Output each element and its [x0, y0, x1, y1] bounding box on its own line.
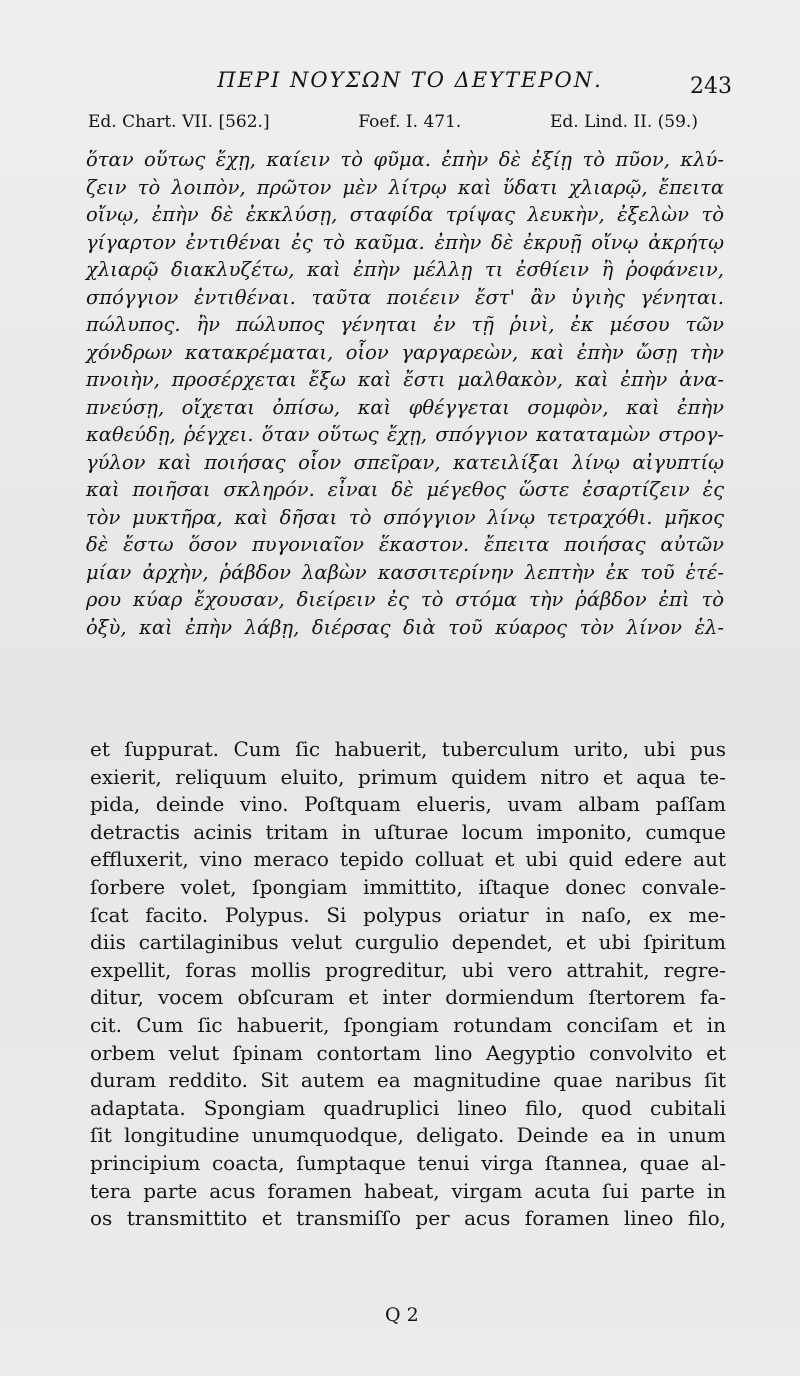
edition-foes: Foef. I. 471.: [358, 112, 462, 132]
greek-line: γίγαρτον ἐντιθέναι ἐς τὸ καῦμα. ἐπὴν δὲ ἐκρυῇ οἴνῳ ἀκρήτῳ: [86, 230, 724, 254]
signature-mark: Q 2: [385, 1304, 419, 1326]
latin-line: ſorbere volet, ſpongiam immittito, iſtaque donec convale-: [90, 874, 726, 899]
edition-lind: Ed. Lind. II. (59.): [549, 112, 698, 132]
greek-line: πνοιὴν, προσέρχεται ἔξω καὶ ἔστι μαλθακὸν, καὶ ἐπὴν ἀνα-: [86, 368, 724, 391]
latin-line: expellit, foras mollis progreditur, ubi vero attrahit, regre-: [90, 957, 726, 982]
latin-line: duram reddito. Sit autem ea magnitudine quae naribus ſit: [90, 1068, 726, 1093]
greek-line: σπόγγιον ἐντιθέναι. ταῦτα ποιέειν ἔστ' ἂν ὑγιὴς γένηται.: [86, 285, 724, 309]
latin-line: cit. Cum ſic habuerit, ſpongiam rotundam conciſam et in: [90, 1012, 726, 1037]
latin-line: detractis acinis tritam in uſturae locum imponito, cumque: [90, 819, 726, 844]
greek-line: καθεύδῃ, ῥέγχει. ὅταν οὕτως ἔχῃ, σπόγγιον καταταμὼν στρογ-: [86, 423, 724, 446]
latin-line: effluxerit, vino meraco tepido colluat et ubi quid edere aut: [90, 847, 726, 872]
greek-line: χόνδρων κατακρέμαται, οἷον γαργαρεὼν, καὶ ἐπὴν ὤσῃ τὴν: [86, 340, 724, 364]
greek-line: δὲ ἔστω ὅσον πυγονιαῖον ἕκαστον. ἔπειτα ποιήσας αὐτῶν: [86, 533, 724, 556]
greek-line: πνεύσῃ, οἴχεται ὀπίσω, καὶ φθέγγεται σομφὸν, καὶ ἐπὴν: [86, 395, 724, 419]
greek-line: πώλυπος. ἢν πώλυπος γένηται ἐν τῇ ῥινὶ, ἐκ μέσου τῶν: [86, 313, 724, 336]
edition-references: [88, 112, 698, 132]
greek-line: μίαν ἀρχὴν, ῥάβδον λαβὼν κασσιτερίνην λεπτὴν ἐκ τοῦ ἑτέ-: [86, 560, 724, 584]
page-number: 243: [690, 74, 732, 99]
greek-line: οἴνῳ, ἐπὴν δὲ ἐκκλύσῃ, σταφίδα τρίψας λευκὴν, ἐξελὼν τὸ: [86, 203, 724, 226]
running-title: ΠΕΡΙ ΝΟΥΣΩΝ ΤΟ ΔΕΥΤΕΡΟΝ.: [217, 68, 603, 92]
latin-line: pida, deinde vino. Poſtquam elueris, uvam albam paſſam: [90, 792, 726, 817]
edition-chart: Ed. Chart. VII. [562.]: [88, 112, 270, 132]
greek-line: καὶ ποιῆσαι σκληρόν. εἶναι δὲ μέγεθος ὥστε ἐσαρτίζειν ἐς: [86, 478, 724, 501]
latin-line: tera parte acus foramen habeat, virgam acuta ſui parte in: [90, 1178, 726, 1203]
greek-line: χλιαρῷ διακλυζέτω, καὶ ἐπὴν μέλλῃ τι ἐσθίειν ἢ ῥοφάνειν,: [86, 258, 724, 281]
greek-line: ρου κύαρ ἔχουσαν, διείρειν ἐς τὸ στόμα τὴν ῥάβδον ἐπὶ τὸ: [86, 588, 724, 611]
latin-line: ſcat facito. Polypus. Si polypus oriatur in naſo, ex me-: [90, 902, 726, 927]
latin-line: orbem velut ſpinam contortam lino Aegyptio convolvito et: [90, 1040, 726, 1065]
greek-line: ζειν τὸ λοιπὸν, πρῶτον μὲν λίτρῳ καὶ ὕδατι χλιαρῷ, ἔπειτα: [86, 175, 724, 199]
latin-line: exierit, reliquum eluito, primum quidem nitro et aqua te-: [90, 764, 726, 789]
greek-line: ὅταν οὕτως ἔχῃ, καίειν τὸ φῦμα. ἐπὴν δὲ ἐξίῃ τὸ πῦον, κλύ-: [86, 148, 724, 171]
greek-line: τὸν μυκτῆρα, καὶ δῆσαι τὸ σπόγγιον λίνῳ τετραχόθι. μῆκος: [86, 505, 724, 529]
latin-line: diis cartilaginibus velut curgulio dependet, et ubi ſpiritum: [90, 930, 726, 955]
latin-text-block: [90, 736, 726, 1233]
latin-line: ſit longitudine unumquodque, deligato. Deinde ea in unum: [90, 1123, 726, 1148]
greek-line: γύλον καὶ ποιήσας οἷον σπεῖραν, κατειλίξαι λίνῳ αἰγυπτίῳ: [86, 450, 724, 474]
latin-line: et ſuppurat. Cum ſic habuerit, tuberculum urito, ubi pus: [90, 737, 726, 761]
latin-line: principium coacta, ſumptaque tenui virga ſtannea, quae al-: [90, 1150, 726, 1175]
latin-line: adaptata. Spongiam quadruplici lineo filo, quod cubitali: [90, 1095, 726, 1120]
latin-line: ditur, vocem obſcuram et inter dormiendum ſtertorem fa-: [90, 985, 726, 1010]
latin-line: os transmittito et transmiſſo per acus foramen lineo filo,: [90, 1206, 726, 1231]
greek-text-block: [86, 146, 724, 641]
greek-line: ὀξὺ, καὶ ἐπὴν λάβῃ, διέρσας διὰ τοῦ κύαρος τὸν λίνον ἑλ-: [86, 615, 724, 639]
